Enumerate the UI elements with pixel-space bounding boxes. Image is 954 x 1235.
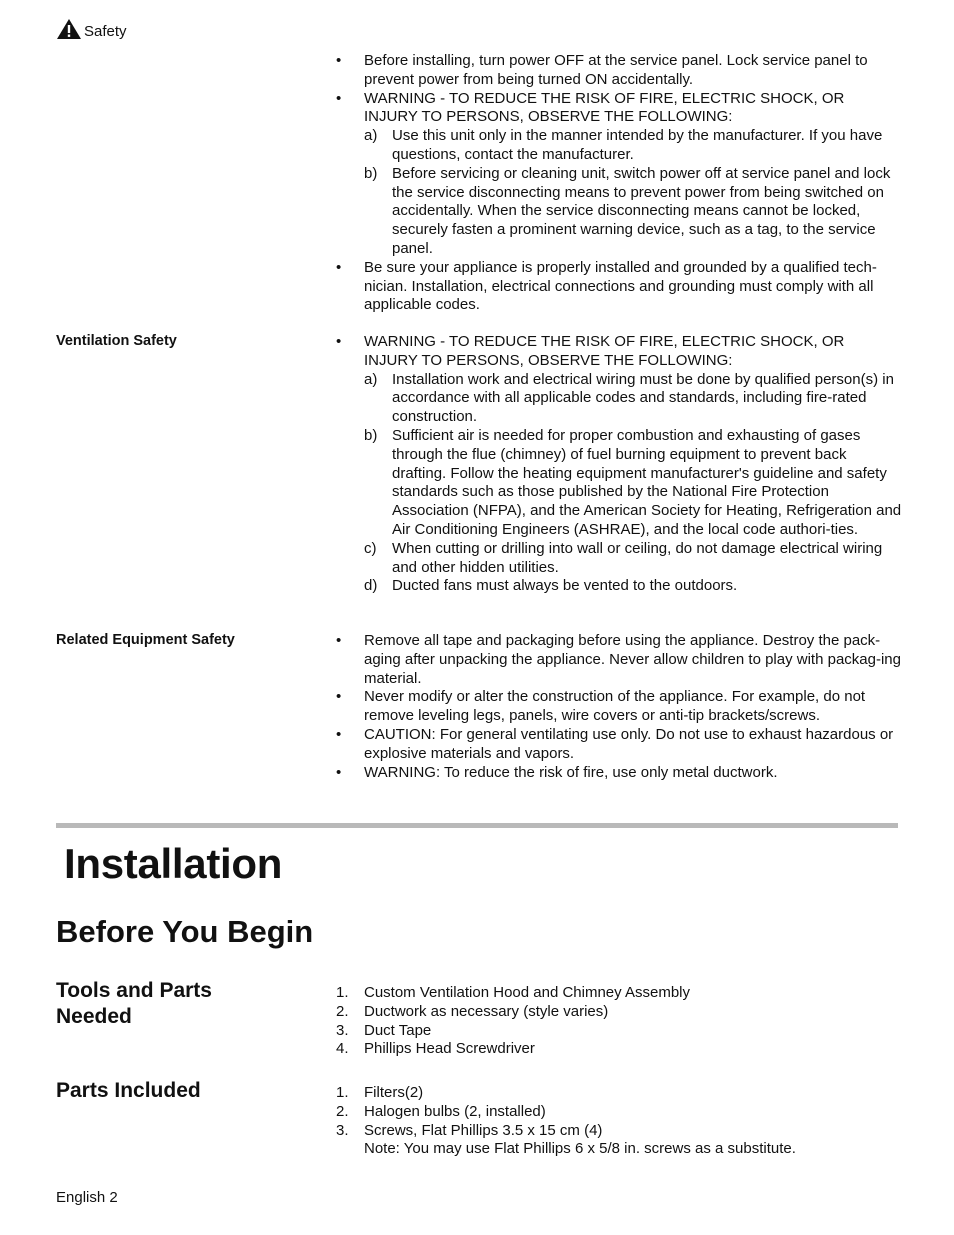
list-item: [336, 1103, 902, 1122]
list-item: [336, 333, 902, 371]
sub-text: When cutting or drilling into wall or ceiling, do not damage electrical wiring and other hidden utilities.: [392, 539, 883, 576]
tools-list: [336, 984, 902, 1059]
list-text: Halogen bulbs (2, installed): [364, 1102, 546, 1120]
list-item: [336, 764, 902, 783]
bullet: •: [336, 333, 342, 350]
list-item: [336, 1040, 902, 1059]
bullet-text: Never modify or alter the construction of the appliance. For example, do not remove leveling legs, panels, wire covers or anti-tip brackets/screws.: [364, 688, 866, 725]
page-header: [56, 18, 127, 40]
bullet-text: WARNING: To reduce the risk of fire, use only metal ductwork.: [364, 763, 778, 781]
page-footer: English 2: [56, 1189, 118, 1206]
sub-text: Sufficient air is needed for proper combustion and exhausting of gases through the flue (chimney) of fuel burning equipment to prevent back drafting. Follow the heating equipment manufacturer's guideline and safety standards such as those published by the National Fire Protection Association (NFPA), and the American Society for Heating, Refrigeration and Air Conditioning Engineers (ASHRAE), and the local code authori-ties.: [392, 426, 902, 538]
sub-list-item: [364, 371, 902, 427]
tools-heading-line: Needed: [56, 1005, 132, 1028]
sub-marker: d): [364, 577, 378, 595]
list-number: 1.: [336, 984, 349, 1001]
list-item: [336, 688, 902, 726]
list-text: Custom Ventilation Hood and Chimney Assembly: [364, 984, 691, 1001]
list-text: Filters(2): [364, 1084, 424, 1101]
sub-text: Before servicing or cleaning unit, switch power off at service panel and lock the service disconnecting means to prevent power from being switched on accidentally. When the service disconnecting means cannot be locked, securely fasten a prominent warning device, such as a tag, to the service panel.: [392, 164, 891, 257]
ventilation-safety-list: [336, 333, 902, 596]
sub-text: Installation work and electrical wiring must be done by qualified person(s) in accordance with all applicable codes and standards, including fire-rated construction.: [392, 370, 894, 426]
section-title: Before You Begin: [56, 914, 314, 949]
warning-triangle-icon: [56, 18, 82, 40]
sub-list-item: [364, 165, 902, 259]
bullet-text: CAUTION: For general ventilating use only. Do not use to exhaust hazardous or explosive materials and vapors.: [364, 725, 894, 762]
sub-marker: b): [364, 426, 378, 444]
list-item: [336, 1022, 902, 1041]
list-item: [336, 259, 902, 315]
list-item: [336, 1122, 902, 1141]
related-equipment-safety-heading: Related Equipment Safety: [56, 632, 235, 648]
list-number: 1.: [336, 1084, 349, 1101]
list-item: [336, 984, 902, 1003]
list-item: [336, 1084, 902, 1103]
sub-list-item: [364, 577, 902, 596]
sub-text: Use this unit only in the manner intended by the manufacturer. If you have questions, contact the manufacturer.: [392, 127, 883, 163]
bullet: •: [336, 89, 342, 107]
section-label: Safety: [84, 23, 127, 40]
bullet: •: [336, 632, 342, 649]
list-number: 4.: [336, 1040, 349, 1058]
list-item: [336, 1003, 902, 1022]
sub-list-item: [364, 540, 902, 578]
parts-note: Note: You may use Flat Phillips 6 x 5/8 in. screws as a substitute.: [364, 1140, 796, 1158]
bullet: •: [336, 52, 342, 69]
bullet: •: [336, 725, 342, 743]
bullet: •: [336, 258, 342, 276]
list-number: 3.: [336, 1121, 349, 1139]
sub-marker: b): [364, 164, 378, 182]
bullet: •: [336, 688, 342, 706]
page-title: Installation: [64, 840, 283, 887]
sub-list-item: [364, 427, 902, 540]
bullet-text: WARNING - TO REDUCE THE RISK OF FIRE, ELECTRIC SHOCK, OR INJURY TO PERSONS, OBSERVE THE FOLLOWING:: [364, 333, 845, 369]
list-number: 2.: [336, 1102, 349, 1120]
bullet-text: Before installing, turn power OFF at the service panel. Lock service panel to prevent power from being turned ON accidentally.: [364, 52, 868, 88]
sub-text: Ducted fans must always be vented to the outdoors.: [392, 577, 738, 595]
list-text: Ductwork as necessary (style varies): [364, 1002, 609, 1020]
parts-heading: Parts Included: [56, 1079, 201, 1102]
bullet-text: WARNING - TO REDUCE THE RISK OF FIRE, ELECTRIC SHOCK, OR INJURY TO PERSONS, OBSERVE THE FOLLOWING:: [364, 89, 845, 126]
bullet-text: Be sure your appliance is properly installed and grounded by a qualified tech-nician. Installation, electrical connections and grounding must comply with all applicable codes.: [364, 258, 877, 314]
related-equipment-safety-list: [336, 632, 902, 782]
safety-intro: [336, 52, 902, 315]
list-item: [336, 52, 902, 90]
list-number: 3.: [336, 1021, 349, 1039]
list-text: Screws, Flat Phillips 3.5 x 15 cm (4): [364, 1121, 603, 1139]
tools-heading: [56, 978, 306, 1030]
list-text: Phillips Head Screwdriver: [364, 1040, 535, 1058]
list-item: [336, 632, 902, 688]
list-item: [336, 90, 902, 128]
sub-list-item: [364, 127, 902, 165]
parts-list: [336, 1084, 902, 1159]
list-number: 2.: [336, 1002, 349, 1020]
sub-marker: c): [364, 539, 377, 557]
list-item: [336, 726, 902, 764]
bullet-text: Remove all tape and packaging before using the appliance. Destroy the pack-aging after unpacking the appliance. Never allow children to play with packag-ing material.: [364, 632, 901, 687]
tools-heading-line: Tools and Parts: [56, 979, 212, 1002]
ventilation-safety-heading: Ventilation Safety: [56, 333, 177, 349]
list-text: Duct Tape: [364, 1021, 432, 1039]
section-divider: [56, 823, 898, 828]
bullet: •: [336, 763, 342, 781]
sub-marker: a): [364, 127, 378, 145]
sub-marker: a): [364, 370, 378, 388]
